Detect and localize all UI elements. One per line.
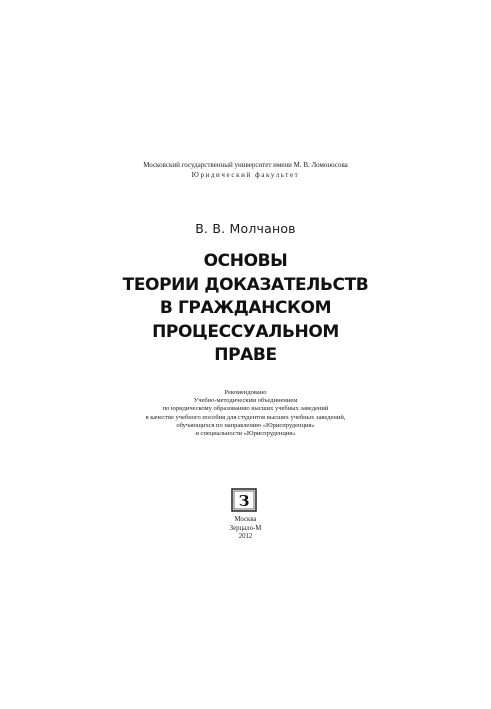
imprint-publisher: Зерцало-М [229, 524, 262, 532]
title-line: ОСНОВЫ [203, 251, 288, 271]
title-line: ПРОЦЕССУАЛЬНОМ [152, 321, 339, 342]
recommendation-line: обучающихся по направлению «Юриспруденция» [176, 421, 315, 429]
title-line: В ГРАЖДАНСКОМ [159, 298, 332, 318]
title-line: ТЕОРИИ ДОКАЗАТЕЛЬСТВ [122, 274, 369, 295]
faculty-name: Юридический факультет [191, 171, 300, 179]
recommendation-line: по юридическому образованию высших учебных заведений [162, 405, 329, 413]
author-name: В. В. Молчанов [195, 221, 296, 236]
institution-name: Московский государственный университет имени М. В. Ломоносова [143, 161, 348, 169]
recommendation-line: и специальности «Юриспруденция» [195, 430, 296, 438]
book-title [0, 250, 491, 368]
recommendation-line: в качестве учебного пособия для студентов высших учебных заведений, [145, 413, 346, 421]
imprint-city: Москва [234, 516, 257, 523]
publisher-logo-letter: З [238, 492, 250, 510]
recommendation-note [0, 389, 491, 438]
recommendation-line: Учебно-методическим объединением [193, 397, 298, 405]
recommendation-line: Рекомендовано [224, 389, 267, 396]
publisher-logo-icon [231, 488, 257, 512]
title-line: ПРАВЕ [214, 345, 277, 365]
imprint [0, 516, 491, 542]
imprint-year: 2012 [238, 533, 253, 541]
